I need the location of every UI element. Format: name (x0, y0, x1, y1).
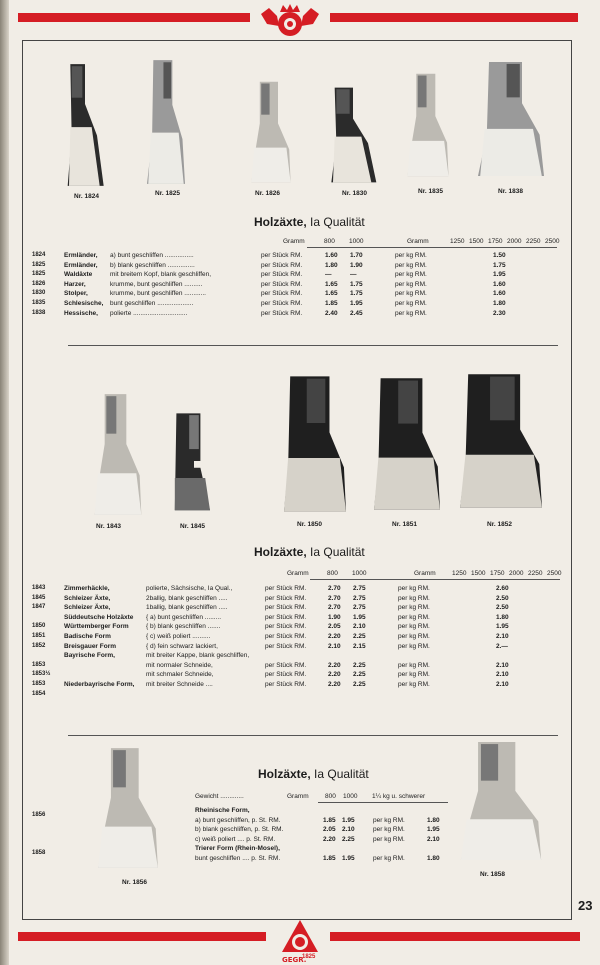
page-edge (0, 0, 9, 965)
cell-pkg: 1.80 (493, 299, 506, 307)
cell-unit2: per kg RM. (398, 642, 430, 650)
cell-pkg: 2.50 (496, 604, 509, 612)
cell-p800: 2.40 (325, 309, 338, 317)
cell-pkg: 2.50 (496, 594, 509, 602)
section-divider (68, 735, 558, 736)
section-divider (68, 345, 558, 346)
page-number: 23 (578, 898, 593, 913)
item-number: 1825 (32, 261, 46, 268)
cell-p800: 2.20 (328, 671, 341, 679)
cell-unit: per Stück RM. (265, 642, 307, 650)
cell-unit2: per kg RM. (398, 613, 430, 621)
cell-p1000: 1.95 (353, 613, 366, 621)
cell-unit: per Stück RM. (261, 261, 303, 269)
cell-p800: 1.80 (325, 261, 338, 269)
header-1750: 1750 (490, 570, 505, 577)
header-rule (310, 579, 560, 580)
cell-pkg: 2.10 (496, 661, 509, 669)
cell-p800: 1.65 (325, 280, 338, 288)
cell-p800: 1.60 (325, 252, 338, 259)
cell-desc: mit breiter Kappe, blank geschliffen, (146, 652, 250, 660)
cell-pkg: 1.95 (427, 826, 440, 834)
cell-pkg: 1.80 (427, 816, 440, 824)
cell-name: Schlesische, (64, 299, 104, 307)
item-number: 1824 (32, 252, 46, 258)
item-number: 1852 (32, 642, 46, 649)
title-text: Holzäxte, (254, 545, 307, 559)
cell-p800: 2.20 (328, 632, 341, 640)
cell-p800: 1.90 (328, 613, 341, 621)
cell-p800: 2.05 (328, 623, 341, 631)
item-number: 1858 (32, 850, 46, 856)
axe-caption: Nr. 1856 (122, 879, 147, 886)
cell-pkg: 1.60 (493, 290, 506, 298)
item-number: 1830 (32, 290, 46, 297)
header-2000: 2000 (509, 570, 524, 577)
header-1250: 1250 (452, 570, 467, 577)
header-800: 800 (324, 238, 335, 245)
cell-p1000: 2.15 (353, 642, 366, 650)
axe-caption: Nr. 1838 (498, 188, 523, 195)
cell-p1000: 2.25 (353, 632, 366, 640)
cell-unit2: per kg RM. (398, 671, 430, 679)
header-gramm: Gramm (287, 570, 309, 577)
section3-title (258, 767, 369, 781)
subtitle-text: Ia Qualität (310, 215, 365, 229)
axe-caption: Nr. 1851 (392, 521, 417, 528)
header-2500: 2500 (547, 570, 562, 577)
cell-unit2: per kg RM. (398, 680, 430, 688)
item-number: 1835 (32, 300, 46, 306)
title-text: Holzäxte, (258, 767, 311, 781)
cell-pkg: 2.60 (496, 585, 509, 592)
table-row (64, 670, 574, 680)
cell-desc: mit normaler Schneide, (146, 661, 213, 669)
cell-p800: 2.70 (328, 604, 341, 612)
cell-unit: per Stück RM. (265, 613, 307, 621)
cell-name: Süddeutsche Holzäxte (64, 613, 134, 621)
cell-unit2: per kg RM. (395, 290, 427, 298)
cell-pkg: 2.10 (496, 671, 509, 679)
cell-unit2: per kg RM. (398, 632, 430, 640)
cell-name: Niederbayrische Form, (64, 680, 135, 688)
axe-caption: Nr. 1830 (342, 190, 367, 197)
cell-desc: { d) fein schwarz lackiert, (146, 642, 218, 650)
header-1250: 1250 (450, 238, 465, 245)
cell-pkg: 2.10 (427, 835, 440, 843)
cell-unit2: per kg RM. (398, 604, 430, 612)
axe-caption: Nr. 1824 (74, 193, 99, 200)
header-gramm: Gramm (283, 238, 305, 245)
cell-p800: 1.65 (325, 290, 338, 298)
header-rule (307, 247, 557, 248)
cell-unit: per Stück RM. (261, 299, 303, 307)
axe-image (250, 80, 292, 184)
cell-name: Schleizer Äxte, (64, 604, 111, 612)
cell-unit2: per kg RM. (373, 826, 405, 834)
item-number: 1850 (32, 623, 46, 630)
cell-p1000: 1.75 (350, 290, 363, 298)
cell-unit: per Stück RM. (265, 604, 307, 612)
cell-desc: bunt geschliffen .... p. St. RM. (195, 854, 281, 862)
cell-pkg: 1.80 (496, 613, 509, 621)
axe-image (478, 60, 544, 178)
cell-p1000: 2.45 (350, 309, 363, 317)
table-row (64, 680, 574, 690)
cell-pkg: 1.80 (427, 854, 440, 862)
item-number: 1853½ (32, 671, 51, 678)
cell-unit: per Stück RM. (261, 280, 303, 288)
cell-name: Waldäxte (64, 271, 93, 279)
header-1500: 1500 (469, 238, 484, 245)
cell-desc: mit breiter Schneide .... (146, 680, 213, 688)
cell-desc: { b) blank geschliffen ....... (146, 623, 221, 631)
cell-desc: polierte, Sächsische, Ia Qual., (146, 585, 233, 592)
cell-unit2: per kg RM. (395, 280, 427, 288)
axe-image (170, 410, 218, 512)
table-row (195, 835, 465, 845)
group-label (195, 844, 465, 854)
cell-unit2: per kg RM. (398, 594, 430, 602)
group-label (195, 806, 465, 816)
cell-unit2: per kg RM. (373, 816, 405, 824)
cell-p1000: 2.25 (353, 671, 366, 679)
cell-unit2: per kg RM. (398, 661, 430, 669)
axe-caption: Nr. 1835 (418, 188, 443, 195)
cell-p1000: 2.75 (353, 604, 366, 612)
item-number: 1845 (32, 594, 46, 601)
cell-name: Württemberger Form (64, 623, 129, 631)
cell-pkg: 1.75 (493, 261, 506, 269)
table-row (64, 309, 574, 319)
table-row (64, 613, 574, 623)
section3-table (195, 806, 465, 864)
logo-year: 1825 (302, 954, 316, 960)
cell-p1000: 1.95 (350, 299, 363, 307)
section2-title (254, 545, 365, 559)
cell-p800: 1.85 (323, 854, 336, 862)
cell-p800: — (325, 271, 332, 279)
cell-desc: b) blank geschliffen, p. St. RM. (195, 826, 284, 834)
cell-desc: a) bunt geschliffen, p. St. RM. (195, 816, 281, 824)
cell-desc: 1ballig, blank geschliffen ..... (146, 604, 228, 612)
item-number: 1851 (32, 633, 46, 639)
cell-pkg: 2.30 (493, 309, 506, 317)
cell-unit: per Stück RM. (261, 309, 303, 317)
cell-pkg: 1.95 (493, 271, 506, 279)
cell-p800: 2.70 (328, 594, 341, 602)
axe-caption: Nr. 1845 (180, 523, 205, 530)
cell-unit: per Stück RM. (265, 594, 307, 602)
cell-p1000: 2.25 (353, 680, 366, 688)
item-number: 1843 (32, 585, 46, 591)
item-number: 1856 (32, 812, 46, 818)
cell-desc: mit breitem Kopf, blank geschliffen, (110, 271, 212, 279)
subtitle-text: Ia Qualität (310, 545, 365, 559)
cell-desc: b) blank geschliffen ............... (110, 261, 195, 269)
cell-unit2: per kg RM. (373, 854, 405, 862)
axe-image (460, 372, 542, 510)
cell-pkg: 2.10 (496, 680, 509, 688)
table-row (64, 261, 574, 271)
cell-name: Ermländer, (64, 252, 98, 259)
header-1000: 1000 (349, 238, 364, 245)
cell-unit: per Stück RM. (265, 671, 307, 679)
cell-p800: 2.10 (328, 642, 341, 650)
cell-p1000: 1.70 (350, 252, 363, 259)
cell-p800: 2.20 (323, 835, 336, 843)
cell-unit2: per kg RM. (398, 623, 430, 631)
axe-caption: Nr. 1858 (480, 871, 505, 878)
item-number: 1825 (32, 271, 46, 278)
red-band (18, 932, 266, 941)
table-row (195, 854, 465, 864)
section1-table (64, 251, 574, 318)
header-1000: 1000 (352, 570, 367, 577)
cell-unit2: per kg RM. (373, 835, 405, 843)
cell-unit2: per kg RM. (395, 299, 427, 307)
red-band (330, 932, 580, 941)
header-gramm-2: Gramm (414, 570, 436, 577)
header-gramm: Gramm (287, 793, 309, 800)
cell-unit: per Stück RM. (261, 252, 303, 259)
cell-unit: per Stück RM. (265, 661, 307, 669)
item-number: 1838 (32, 309, 46, 316)
cell-desc: mit schmaler Schneide, (146, 671, 214, 679)
axe-image (406, 72, 450, 178)
cell-pkg: 1.95 (496, 623, 509, 631)
table-row (195, 825, 465, 835)
item-number: 1854 (32, 690, 46, 697)
cell-name: Zimmerhäckle, (64, 585, 110, 592)
cell-p1000: 2.75 (353, 585, 366, 592)
cell-desc: c) weiß poliert .... p. St. RM. (195, 835, 276, 843)
table-row (64, 251, 574, 261)
cell-p800: 1.85 (323, 816, 336, 824)
cell-name: Breisgauer Form (64, 642, 117, 650)
cell-desc: polierte .............................. (110, 309, 188, 317)
group-text: Rheinische Form, (195, 807, 250, 814)
cell-unit2: per kg RM. (395, 309, 427, 317)
header-1000: 1000 (343, 793, 358, 800)
cell-p1000: 2.25 (353, 661, 366, 669)
header-2500: 2500 (545, 238, 560, 245)
cell-unit2: per kg RM. (395, 252, 427, 259)
red-band (18, 13, 250, 22)
cell-p800: 2.70 (328, 585, 341, 592)
section1-title (254, 215, 365, 229)
item-number: 1826 (32, 280, 46, 287)
cell-desc: { c) weiß poliert .......... (146, 632, 211, 640)
axe-image (147, 58, 185, 186)
subtitle-text: Ia Qualität (314, 767, 369, 781)
cell-p1000: — (350, 271, 357, 279)
header-gewicht: Gewicht ............. (195, 793, 244, 800)
cell-p1000: 2.10 (342, 826, 355, 834)
cell-unit: per Stück RM. (265, 632, 307, 640)
table-row (64, 603, 574, 613)
cell-p1000: 1.95 (342, 816, 355, 824)
red-band (330, 13, 578, 22)
cell-p1000: 2.25 (342, 835, 355, 843)
cell-unit: per Stück RM. (265, 585, 307, 592)
cell-name: Badische Form (64, 632, 111, 640)
cell-desc: a) bunt geschliffen ................ (110, 252, 194, 259)
axe-caption: Nr. 1826 (255, 190, 280, 197)
header-gramm-2: Gramm (407, 238, 429, 245)
cell-name: Bayrische Form, (64, 652, 115, 660)
table-row (64, 642, 574, 652)
header-2000: 2000 (507, 238, 522, 245)
cell-name: Stolper, (64, 290, 88, 298)
table-row (64, 622, 574, 632)
item-number: 1853 (32, 681, 46, 687)
section2-table (64, 584, 574, 690)
table-row (64, 632, 574, 642)
cell-pkg: 1.60 (493, 280, 506, 288)
title-text: Holzäxte, (254, 215, 307, 229)
cell-p1000: 1.90 (350, 261, 363, 269)
cell-p1000: 1.95 (342, 854, 355, 862)
cell-desc: 2ballig, blank geschliffen ..... (146, 594, 228, 602)
cell-name: Schleizer Äxte, (64, 594, 111, 602)
header-800: 800 (327, 570, 338, 577)
item-number: 1847 (32, 604, 46, 611)
cell-name: Harzer, (64, 280, 86, 288)
axe-image (65, 62, 105, 188)
axe-image (328, 86, 378, 184)
cell-unit: per Stück RM. (265, 623, 307, 631)
header-heavier: 1¼ kg u. schwerer (372, 793, 426, 800)
cell-unit2: per kg RM. (395, 271, 427, 279)
cell-name: Ermländer, (64, 261, 98, 269)
cell-desc: krumme, bunt geschliffen ............ (110, 290, 206, 298)
header-1750: 1750 (488, 238, 503, 245)
axe-image (96, 746, 160, 870)
table-row (64, 594, 574, 604)
cell-pkg: 2.— (496, 642, 508, 650)
cell-pkg: 1.50 (493, 252, 506, 259)
cell-p1000: 2.10 (353, 623, 366, 631)
table-row (64, 280, 574, 290)
cell-unit: per Stück RM. (261, 271, 303, 279)
section3-header (0, 793, 600, 803)
table-row (64, 299, 574, 309)
cell-desc: krumme, bunt geschliffen .......... (110, 280, 203, 288)
cell-unit: per Stück RM. (265, 680, 307, 688)
header-800: 800 (325, 793, 336, 800)
table-row (195, 816, 465, 826)
axe-image (284, 374, 346, 514)
cell-p1000: 2.75 (353, 594, 366, 602)
table-row (64, 651, 574, 661)
cell-unit2: per kg RM. (395, 261, 427, 269)
cell-pkg: 2.10 (496, 632, 509, 640)
group-text: Trierer Form (Rhein-Mosel), (195, 845, 280, 853)
svg-text:GEGR.: GEGR. (282, 956, 307, 964)
table-row (64, 661, 574, 671)
header-rule (318, 802, 448, 803)
cell-p1000: 1.75 (350, 280, 363, 288)
table-row (64, 270, 574, 280)
cell-p800: 1.85 (325, 299, 338, 307)
axe-image (374, 376, 440, 512)
cell-p800: 2.20 (328, 661, 341, 669)
table-row (64, 584, 574, 594)
axe-caption: Nr. 1852 (487, 521, 512, 528)
header-2250: 2250 (528, 570, 543, 577)
header-1500: 1500 (471, 570, 486, 577)
axe-caption: Nr. 1843 (96, 523, 121, 530)
cell-unit: per Stück RM. (261, 290, 303, 298)
cell-p800: 2.05 (323, 826, 336, 834)
axe-caption: Nr. 1825 (155, 190, 180, 197)
cell-desc: { a) bunt geschliffen ......... (146, 613, 222, 621)
cell-name: Hessische, (64, 309, 98, 317)
item-number: 1853 (32, 661, 46, 668)
header-2250: 2250 (526, 238, 541, 245)
table-row (64, 289, 574, 299)
axe-caption: Nr. 1850 (297, 521, 322, 528)
cell-unit2: per kg RM. (398, 585, 430, 592)
crest-icon (257, 2, 323, 38)
axe-image (93, 392, 143, 517)
cell-desc: bunt geschliffen .................... (110, 299, 194, 307)
cell-p800: 2.20 (328, 680, 341, 688)
